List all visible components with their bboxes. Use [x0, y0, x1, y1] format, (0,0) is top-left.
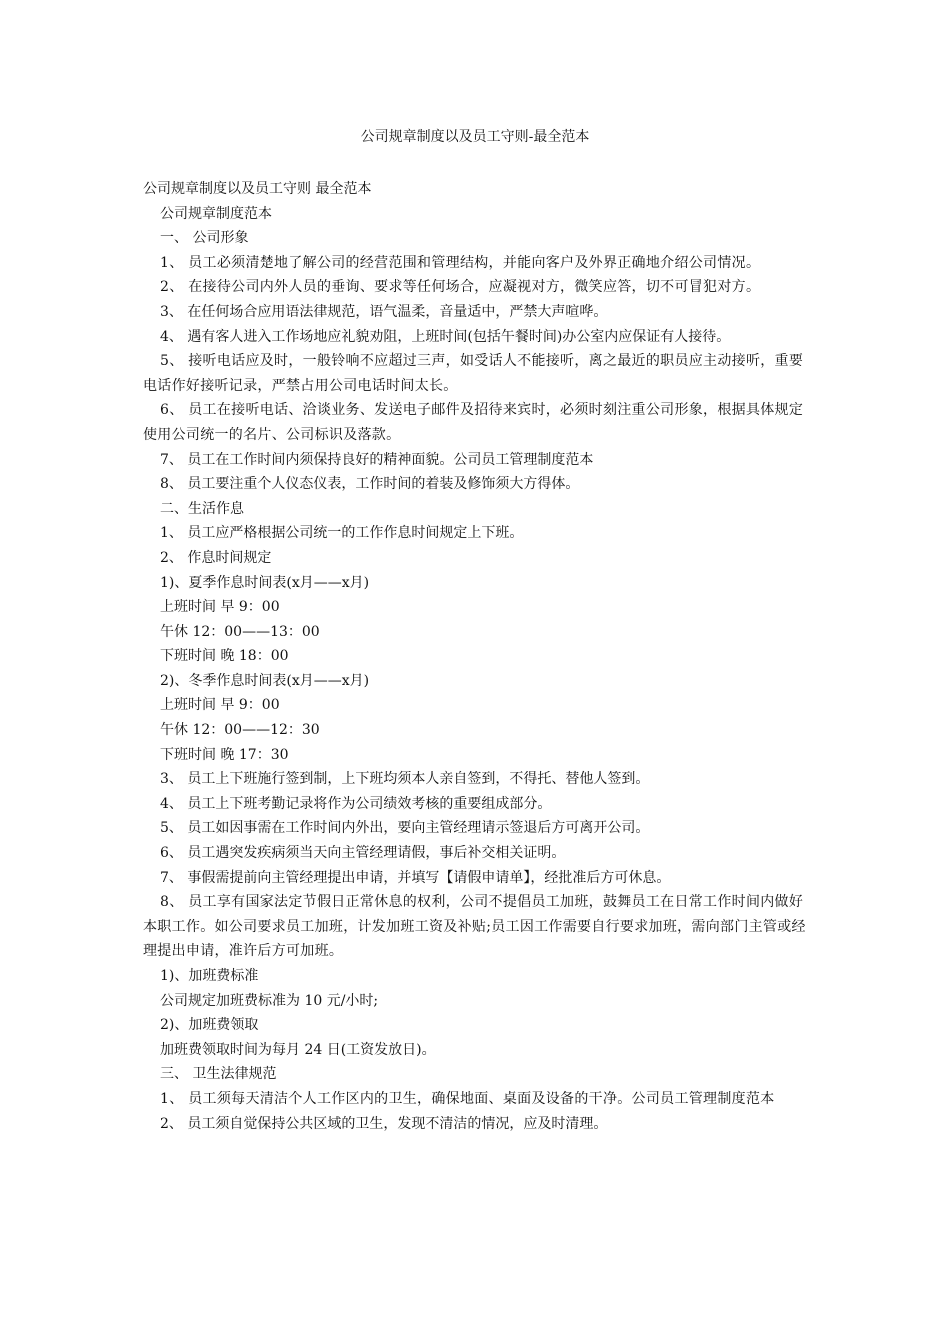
- paragraph: 8、 员工要注重个人仪态仪表，工作时间的着装及修饰须大方得体。: [160, 476, 580, 493]
- paragraph: 3、 在任何场合应用语法律规范，语气温柔，音量适中，严禁大声喧哗。: [160, 303, 608, 320]
- section-heading: 三、 卫生法律规范: [160, 1066, 277, 1083]
- paragraph: 1、 员工须每天清洁个人工作区内的卫生，确保地面、桌面及设备的干净。公司员工管理制度范本: [160, 1090, 775, 1107]
- schedule-line: 下班时间 晚 18：00: [160, 648, 289, 665]
- paragraph: 4、 员工上下班考勤记录将作为公司绩效考核的重要组成部分。: [160, 795, 552, 812]
- paragraph: 5、 员工如因事需在工作时间内外出，要向主管经理请示签退后方可离开公司。: [160, 820, 650, 837]
- sub-item: 1)、加班费标准: [160, 968, 259, 984]
- section-heading: 一、 公司形象: [160, 230, 249, 247]
- page-title: 公司规章制度以及员工守则-最全范本: [360, 129, 590, 145]
- paragraph: 8、 员工享有国家法定节假日正常休息的权利，公司不提倡员工加班，鼓舞员工在日常工作时间内做好本职工作。如公司要求员工加班，计发加班工资及补贴;员工因工作需要自行要求加班，需向部门主管或经理提出申请，准许后方可加班。: [143, 894, 806, 960]
- paragraph: 2、 作息时间规定: [160, 549, 272, 566]
- sub-item: 1)、夏季作息时间表(x月——x月): [160, 574, 370, 591]
- paragraph: 7、 员工在工作时间内须保持良好的精神面貌。公司员工管理制度范本: [160, 451, 594, 468]
- paragraph: 2、 员工须自觉保持公共区域的卫生，发现不清洁的情况，应及时清理。: [160, 1115, 608, 1132]
- schedule-line: 午休 12：00——12：30: [160, 722, 320, 739]
- paragraph: 6、 员工在接听电话、洽谈业务、发送电子邮件及招待来宾时，必须时刻注重公司形象，根据具体规定使用公司统一的名片、公司标识及落款。: [143, 402, 804, 443]
- document-body: [143, 177, 813, 1136]
- sub-item: 2)、加班费领取: [160, 1017, 259, 1034]
- schedule-line: 下班时间 晚 17：30: [160, 746, 289, 763]
- sub-item: 2)、冬季作息时间表(x月——x月): [160, 672, 370, 689]
- sub-item-text: 公司规定加班费标准为 10 元/小时;: [160, 992, 379, 1009]
- paragraph: 2、 在接待公司内外人员的垂询、要求等任何场合，应凝视对方，微笑应答，切不可冒犯对方。: [160, 279, 761, 296]
- sub-item-text: 加班费领取时间为每月 24 日(工资发放日)。: [160, 1041, 436, 1058]
- section-subtitle: 公司规章制度范本: [160, 205, 272, 222]
- paragraph: 6、 员工遇突发疾病须当天向主管经理请假，事后补交相关证明。: [160, 845, 566, 862]
- paragraph: 7、 事假需提前向主管经理提出申请，并填写【请假申请单】，经批准后方可休息。: [160, 869, 671, 886]
- document-heading: 公司规章制度以及员工守则 最全范本: [143, 181, 372, 197]
- section-heading: 二、生活作息: [160, 500, 244, 517]
- paragraph: 4、 遇有客人进入工作场地应礼貌劝阻，上班时间(包括午餐时间)办公室内应保证有人接待。: [160, 328, 731, 345]
- schedule-line: 上班时间 早 9：00: [160, 599, 280, 616]
- paragraph: 1、 员工必须清楚地了解公司的经营范围和管理结构，并能向客户及外界正确地介绍公司情况。: [160, 254, 761, 271]
- schedule-line: 午休 12：00——13：00: [160, 623, 320, 640]
- paragraph: 5、 接听电话应及时，一般铃响不应超过三声，如受话人不能接听，离之最近的职员应主动接听，重要电话作好接听记录，严禁占用公司电话时间太长。: [143, 353, 804, 394]
- paragraph: 1、 员工应严格根据公司统一的工作作息时间规定上下班。: [160, 525, 524, 542]
- schedule-line: 上班时间 早 9：00: [160, 697, 280, 714]
- paragraph: 3、 员工上下班施行签到制，上下班均须本人亲自签到，不得托、替他人签到。: [160, 771, 650, 788]
